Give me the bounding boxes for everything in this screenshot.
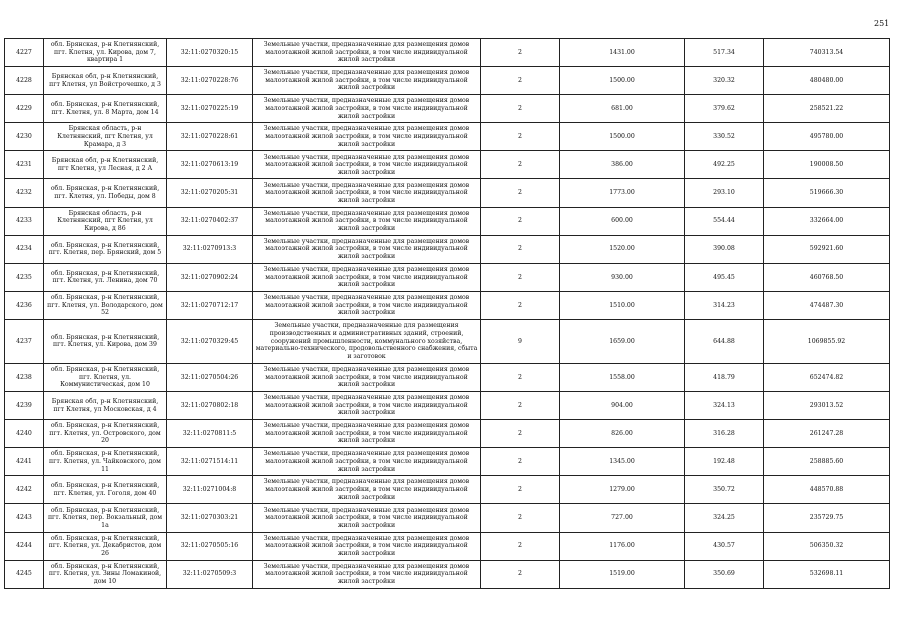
- specific-value-cell: 418.79: [685, 363, 764, 391]
- cadastral-number-cell: 32:11:0270504:26: [167, 363, 253, 391]
- use-group-cell: 2: [481, 207, 560, 235]
- table-row: [5, 532, 890, 560]
- table-row: [5, 179, 890, 207]
- area-cell: 826.00: [560, 420, 685, 448]
- cadastral-value-cell: 1069855.92: [764, 319, 890, 363]
- area-cell: 1500.00: [560, 67, 685, 95]
- area-cell: 600.00: [560, 207, 685, 235]
- cadastral-number-cell: 32:11:0270329:45: [167, 319, 253, 363]
- address-cell: обл. Брянская, р-н Клетнянский, пгт. Клетня, ул. Кирова, дом 39: [44, 319, 167, 363]
- cadastral-value-cell: 293013.52: [764, 392, 890, 420]
- cadastral-value-cell: 652474.82: [764, 363, 890, 391]
- row-number-cell: 4228: [5, 67, 44, 95]
- table-row: [5, 476, 890, 504]
- use-group-cell: 2: [481, 179, 560, 207]
- area-cell: 1176.00: [560, 532, 685, 560]
- area-cell: 386.00: [560, 151, 685, 179]
- use-group-cell: 2: [481, 448, 560, 476]
- cadastral-number-cell: 32:11:0270712:17: [167, 291, 253, 319]
- row-number-cell: 4234: [5, 235, 44, 263]
- cadastral-number-cell: 32:11:0271004:8: [167, 476, 253, 504]
- specific-value-cell: 390.08: [685, 235, 764, 263]
- area-cell: 1510.00: [560, 291, 685, 319]
- row-number-cell: 4241: [5, 448, 44, 476]
- row-number-cell: 4242: [5, 476, 44, 504]
- address-cell: обл. Брянская, р-н Клетнянский, пгт. Клетня, ул. Гоголя, дом 40: [44, 476, 167, 504]
- specific-value-cell: 293.10: [685, 179, 764, 207]
- land-use-cell: Земельные участки, предназначенные для размещения домов малоэтажной жилой застройки, в том числе индивидуальной жилой застройки: [253, 263, 481, 291]
- address-cell: Брянская область, р-н Клетнянский, пгт Клетня, ул Кирова, д 86: [44, 207, 167, 235]
- row-number-cell: 4231: [5, 151, 44, 179]
- table-row: [5, 392, 890, 420]
- area-cell: 1773.00: [560, 179, 685, 207]
- table-row: [5, 95, 890, 123]
- cadastral-number-cell: 32:11:0270225:19: [167, 95, 253, 123]
- area-cell: 1345.00: [560, 448, 685, 476]
- table-row: [5, 504, 890, 532]
- land-use-cell: Земельные участки, предназначенные для размещения производственных и административных зданий, строений, сооружений промышленности, коммунального хозяйства, материально-технического, продовольственного снабжения, сбыта и заготовок: [253, 319, 481, 363]
- row-number-cell: 4239: [5, 392, 44, 420]
- area-cell: 1659.00: [560, 319, 685, 363]
- specific-value-cell: 316.28: [685, 420, 764, 448]
- address-cell: обл. Брянская, р-н Клетнянский, пгт. Клетня, ул. Чайковского, дом 11: [44, 448, 167, 476]
- table-row: [5, 123, 890, 151]
- specific-value-cell: 320.32: [685, 67, 764, 95]
- land-use-cell: Земельные участки, предназначенные для размещения домов малоэтажной жилой застройки, в том числе индивидуальной жилой застройки: [253, 179, 481, 207]
- table-row: [5, 319, 890, 363]
- area-cell: 1519.00: [560, 560, 685, 588]
- cadastral-number-cell: 32:11:0270402:37: [167, 207, 253, 235]
- cadastral-value-cell: 261247.28: [764, 420, 890, 448]
- cadastral-number-cell: 32:11:0270205:31: [167, 179, 253, 207]
- land-use-cell: Земельные участки, предназначенные для размещения домов малоэтажной жилой застройки, в том числе индивидуальной жилой застройки: [253, 504, 481, 532]
- area-cell: 930.00: [560, 263, 685, 291]
- row-number-cell: 4237: [5, 319, 44, 363]
- use-group-cell: 2: [481, 476, 560, 504]
- use-group-cell: 2: [481, 532, 560, 560]
- use-group-cell: 2: [481, 363, 560, 391]
- specific-value-cell: 330.52: [685, 123, 764, 151]
- use-group-cell: 2: [481, 420, 560, 448]
- cadastral-number-cell: 32:11:0271514:11: [167, 448, 253, 476]
- row-number-cell: 4235: [5, 263, 44, 291]
- cadastral-value-cell: 332664.00: [764, 207, 890, 235]
- area-cell: 1558.00: [560, 363, 685, 391]
- table-row: [5, 363, 890, 391]
- row-number-cell: 4229: [5, 95, 44, 123]
- cadastral-value-cell: 258885.60: [764, 448, 890, 476]
- cadastral-number-cell: 32:11:0270613:19: [167, 151, 253, 179]
- area-cell: 1520.00: [560, 235, 685, 263]
- specific-value-cell: 379.62: [685, 95, 764, 123]
- address-cell: Брянская обл, р-н Клетнянский, пгт Клетня, ул Войстрочешко, д 3: [44, 67, 167, 95]
- address-cell: Брянская область, р-н Клетнянский, пгт Клетня, ул Крамара, д 3: [44, 123, 167, 151]
- cadastral-number-cell: 32:11:0270802:18: [167, 392, 253, 420]
- address-cell: обл. Брянская, р-н Клетнянский, пгт. Клетня, ул. Зины Ломакиной, дом 10: [44, 560, 167, 588]
- area-cell: 727.00: [560, 504, 685, 532]
- land-use-cell: Земельные участки, предназначенные для размещения домов малоэтажной жилой застройки, в том числе индивидуальной жилой застройки: [253, 392, 481, 420]
- address-cell: обл. Брянская, р-н Клетнянский, пгт. Клетня, ул. Декабристов, дом 26: [44, 532, 167, 560]
- table-row: [5, 151, 890, 179]
- specific-value-cell: 430.57: [685, 532, 764, 560]
- specific-value-cell: 324.25: [685, 504, 764, 532]
- row-number-cell: 4232: [5, 179, 44, 207]
- land-use-cell: Земельные участки, предназначенные для размещения домов малоэтажной жилой застройки, в том числе индивидуальной жилой застройки: [253, 123, 481, 151]
- land-use-cell: Земельные участки, предназначенные для размещения домов малоэтажной жилой застройки, в том числе индивидуальной жилой застройки: [253, 532, 481, 560]
- table-row: [5, 207, 890, 235]
- area-cell: 681.00: [560, 95, 685, 123]
- land-use-cell: Земельные участки, предназначенные для размещения домов малоэтажной жилой застройки, в том числе индивидуальной жилой застройки: [253, 363, 481, 391]
- cadastral-value-cell: 480480.00: [764, 67, 890, 95]
- table-row: [5, 235, 890, 263]
- area-cell: 1500.00: [560, 123, 685, 151]
- land-use-cell: Земельные участки, предназначенные для размещения домов малоэтажной жилой застройки, в том числе индивидуальной жилой застройки: [253, 39, 481, 67]
- use-group-cell: 2: [481, 151, 560, 179]
- table-row: [5, 420, 890, 448]
- cadastral-number-cell: 32:11:0270228:61: [167, 123, 253, 151]
- land-use-cell: Земельные участки, предназначенные для размещения домов малоэтажной жилой застройки, в том числе индивидуальной жилой застройки: [253, 448, 481, 476]
- specific-value-cell: 554.44: [685, 207, 764, 235]
- row-number-cell: 4244: [5, 532, 44, 560]
- specific-value-cell: 517.34: [685, 39, 764, 67]
- cadastral-number-cell: 32:11:0270320:15: [167, 39, 253, 67]
- area-cell: 1431.00: [560, 39, 685, 67]
- land-use-cell: Земельные участки, предназначенные для размещения домов малоэтажной жилой застройки, в том числе индивидуальной жилой застройки: [253, 291, 481, 319]
- land-registry-table: [4, 38, 890, 589]
- use-group-cell: 2: [481, 235, 560, 263]
- cadastral-value-cell: 235729.75: [764, 504, 890, 532]
- table-row: [5, 560, 890, 588]
- row-number-cell: 4238: [5, 363, 44, 391]
- cadastral-value-cell: 474487.30: [764, 291, 890, 319]
- table-row: [5, 263, 890, 291]
- use-group-cell: 2: [481, 67, 560, 95]
- cadastral-value-cell: 495780.00: [764, 123, 890, 151]
- use-group-cell: 2: [481, 95, 560, 123]
- land-use-cell: Земельные участки, предназначенные для размещения домов малоэтажной жилой застройки, в том числе индивидуальной жилой застройки: [253, 476, 481, 504]
- use-group-cell: 2: [481, 123, 560, 151]
- table-row: [5, 448, 890, 476]
- cadastral-value-cell: 448570.88: [764, 476, 890, 504]
- specific-value-cell: 495.45: [685, 263, 764, 291]
- cadastral-number-cell: 32:11:0270303:21: [167, 504, 253, 532]
- cadastral-value-cell: 258521.22: [764, 95, 890, 123]
- row-number-cell: 4240: [5, 420, 44, 448]
- row-number-cell: 4245: [5, 560, 44, 588]
- row-number-cell: 4236: [5, 291, 44, 319]
- address-cell: Брянская обл, р-н Клетнянский, пгт Клетня, ул Лесная, д 2 А: [44, 151, 167, 179]
- address-cell: обл. Брянская, р-н Клетнянский, пгт. Клетня, ул. Володарского, дом 52: [44, 291, 167, 319]
- table-row: [5, 39, 890, 67]
- cadastral-value-cell: 740313.54: [764, 39, 890, 67]
- address-cell: обл. Брянская, р-н Клетнянский, пгт. Клетня, пер. Брянский, дом 5: [44, 235, 167, 263]
- address-cell: обл. Брянская, р-н Клетнянский, пгт. Клетня, ул. Кирова, дом 7, квартира 1: [44, 39, 167, 67]
- specific-value-cell: 644.88: [685, 319, 764, 363]
- row-number-cell: 4230: [5, 123, 44, 151]
- use-group-cell: 2: [481, 291, 560, 319]
- use-group-cell: 2: [481, 39, 560, 67]
- cadastral-number-cell: 32:11:0270228:76: [167, 67, 253, 95]
- land-use-cell: Земельные участки, предназначенные для размещения домов малоэтажной жилой застройки, в том числе индивидуальной жилой застройки: [253, 95, 481, 123]
- cadastral-number-cell: 32:11:0270509:3: [167, 560, 253, 588]
- table-row: [5, 291, 890, 319]
- address-cell: обл. Брянская, р-н Клетнянский, пгт. Клетня, ул. Победы, дом 8: [44, 179, 167, 207]
- use-group-cell: 2: [481, 560, 560, 588]
- use-group-cell: 2: [481, 263, 560, 291]
- area-cell: 904.00: [560, 392, 685, 420]
- address-cell: обл. Брянская, р-н Клетнянский, пгт. Клетня, ул. Островского, дом 20: [44, 420, 167, 448]
- table-row: [5, 67, 890, 95]
- row-number-cell: 4233: [5, 207, 44, 235]
- address-cell: Брянская обл, р-н Клетнянский, пгт Клетня, ул Московская, д 4: [44, 392, 167, 420]
- cadastral-number-cell: 32:11:0270913:3: [167, 235, 253, 263]
- table-body: [5, 39, 890, 589]
- cadastral-value-cell: 532698.11: [764, 560, 890, 588]
- use-group-cell: 2: [481, 392, 560, 420]
- cadastral-number-cell: 32:11:0270811:5: [167, 420, 253, 448]
- land-use-cell: Земельные участки, предназначенные для размещения домов малоэтажной жилой застройки, в том числе индивидуальной жилой застройки: [253, 420, 481, 448]
- use-group-cell: 2: [481, 504, 560, 532]
- cadastral-value-cell: 506350.32: [764, 532, 890, 560]
- specific-value-cell: 314.23: [685, 291, 764, 319]
- cadastral-value-cell: 190008.50: [764, 151, 890, 179]
- land-use-cell: Земельные участки, предназначенные для размещения домов малоэтажной жилой застройки, в том числе индивидуальной жилой застройки: [253, 235, 481, 263]
- area-cell: 1279.00: [560, 476, 685, 504]
- use-group-cell: 9: [481, 319, 560, 363]
- specific-value-cell: 492.25: [685, 151, 764, 179]
- specific-value-cell: 350.72: [685, 476, 764, 504]
- cadastral-value-cell: 519666.30: [764, 179, 890, 207]
- cadastral-number-cell: 32:11:0270505:16: [167, 532, 253, 560]
- address-cell: обл. Брянская, р-н Клетнянский, пгт. Клетня, ул. 8 Марта, дом 14: [44, 95, 167, 123]
- address-cell: обл. Брянская, р-н Клетнянский, пгт. Клетня, пер. Вокзальный, дом 1а: [44, 504, 167, 532]
- row-number-cell: 4227: [5, 39, 44, 67]
- land-use-cell: Земельные участки, предназначенные для размещения домов малоэтажной жилой застройки, в том числе индивидуальной жилой застройки: [253, 67, 481, 95]
- specific-value-cell: 192.48: [685, 448, 764, 476]
- specific-value-cell: 324.13: [685, 392, 764, 420]
- land-use-cell: Земельные участки, предназначенные для размещения домов малоэтажной жилой застройки, в том числе индивидуальной жилой застройки: [253, 560, 481, 588]
- cadastral-value-cell: 460768.50: [764, 263, 890, 291]
- page-number: 251: [874, 19, 890, 28]
- row-number-cell: 4243: [5, 504, 44, 532]
- address-cell: обл. Брянская, р-н Клетнянский, пгт. Клетня, ул. Ленина, дом 70: [44, 263, 167, 291]
- address-cell: обл. Брянская, р-н Клетнянский, пгт. Клетня, ул. Коммунистическая, дом 10: [44, 363, 167, 391]
- specific-value-cell: 350.69: [685, 560, 764, 588]
- cadastral-value-cell: 592921.60: [764, 235, 890, 263]
- land-use-cell: Земельные участки, предназначенные для размещения домов малоэтажной жилой застройки, в том числе индивидуальной жилой застройки: [253, 151, 481, 179]
- land-use-cell: Земельные участки, предназначенные для размещения домов малоэтажной жилой застройки, в том числе индивидуальной жилой застройки: [253, 207, 481, 235]
- cadastral-number-cell: 32:11:0270902:24: [167, 263, 253, 291]
